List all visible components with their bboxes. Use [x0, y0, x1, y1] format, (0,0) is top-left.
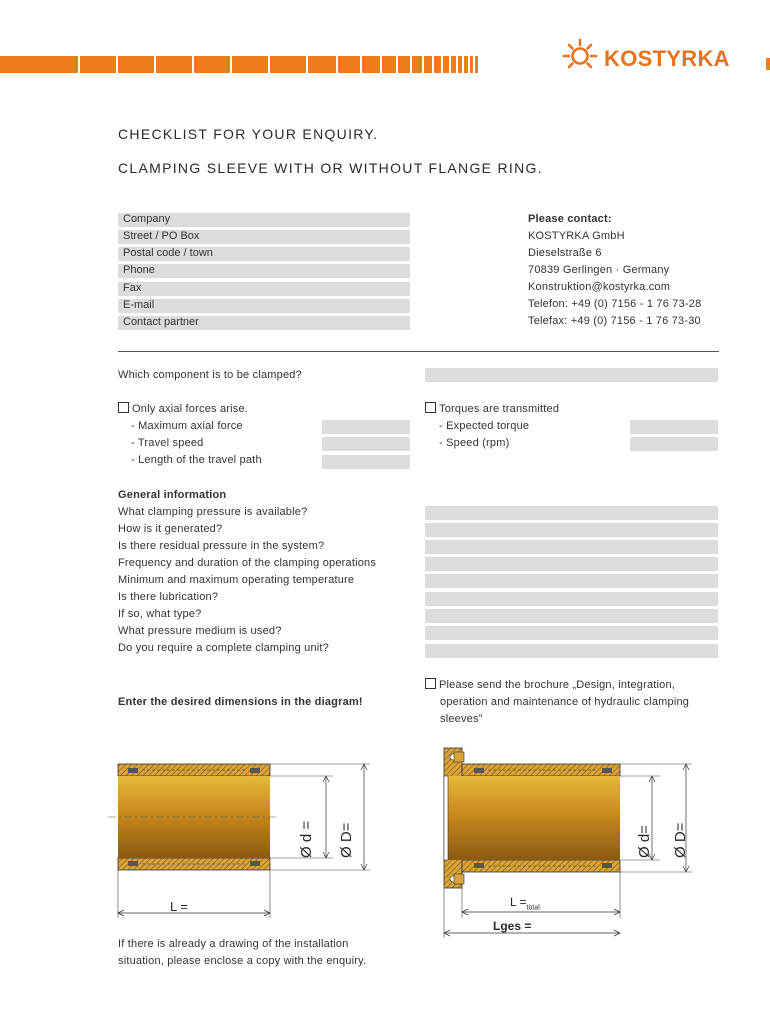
general-question: If so, what type?: [118, 608, 202, 620]
header-stripe: [0, 56, 480, 73]
torque-item: - Expected torque: [439, 420, 530, 432]
general-answer-field[interactable]: [425, 540, 718, 554]
general-answer-field[interactable]: [425, 592, 718, 606]
brochure-line: operation and maintenance of hydraulic clamping: [440, 696, 690, 708]
page-subtitle: CLAMPING SLEEVE WITH OR WITHOUT FLANGE RING.: [118, 160, 543, 176]
axial-label: Only axial forces arise.: [132, 403, 249, 415]
email-field[interactable]: [118, 299, 410, 313]
expected-torque-field[interactable]: [630, 420, 718, 434]
general-answer-field[interactable]: [425, 574, 718, 588]
torque-label: Torques are transmitted: [439, 403, 560, 415]
general-heading: General information: [118, 489, 227, 501]
speed-field[interactable]: [630, 437, 718, 451]
axial-item: - Maximum axial force: [131, 420, 243, 432]
field-label: E-mail: [123, 299, 155, 311]
contact-line: Dieselstraße 6: [528, 247, 602, 259]
brochure-option: [425, 677, 725, 728]
axial-item: - Travel speed: [131, 437, 204, 449]
fax-field[interactable]: [118, 282, 410, 296]
footer-line: situation, please enclose a copy with the enquiry.: [118, 955, 367, 967]
axial-item: - Length of the travel path: [131, 454, 262, 466]
footer-note: [118, 936, 366, 970]
general-answer-field[interactable]: [425, 557, 718, 571]
label-L-left: L =: [170, 899, 188, 914]
contact-heading: Please contact:: [528, 213, 612, 225]
general-question: Frequency and duration of the clamping operations: [118, 557, 377, 569]
component-field[interactable]: [425, 368, 718, 382]
brochure-line: sleeves”: [440, 713, 483, 725]
general-question: Do you require a complete clamping unit?: [118, 642, 330, 654]
dimensions-prompt: Enter the desired dimensions in the diagram!: [118, 696, 363, 708]
label-L-total: $L =_{total}$: [510, 895, 540, 912]
phone-field[interactable]: [118, 264, 410, 278]
contact-line: Telefon: +49 (0) 7156 - 1 76 73-28: [528, 298, 702, 310]
contact-block: [528, 211, 701, 330]
label-d-left: Ø d =: [298, 820, 315, 858]
travel-speed-field[interactable]: [322, 437, 410, 451]
field-label: Contact partner: [123, 316, 199, 328]
field-label: Company: [123, 213, 171, 225]
travel-length-field[interactable]: [322, 455, 410, 469]
edge-mark: [766, 58, 770, 70]
max-axial-force-field[interactable]: [322, 420, 410, 434]
general-question: What clamping pressure is available?: [118, 506, 308, 518]
field-label: Fax: [123, 282, 142, 294]
torque-item: - Speed (rpm): [439, 437, 510, 449]
brochure-checkbox[interactable]: [425, 678, 436, 689]
divider: [118, 351, 719, 352]
label-L-ges: Lges =: [493, 919, 532, 933]
component-question: Which component is to be clamped?: [118, 369, 302, 381]
contact-email: Konstruktion@kostyrka.com: [528, 281, 671, 293]
field-label: Postal code / town: [123, 247, 213, 259]
brand-name: KOSTYRKA: [604, 46, 730, 71]
field-label: Phone: [123, 264, 155, 276]
general-answer-field[interactable]: [425, 626, 718, 640]
general-answer-field[interactable]: [425, 506, 718, 520]
contact-line: Telefax: +49 (0) 7156 - 1 76 73-30: [528, 315, 701, 327]
label-d-right: Ø d=: [636, 825, 653, 858]
general-question: Is there lubrication?: [118, 591, 219, 603]
general-answer-field[interactable]: [425, 644, 718, 658]
contact-line: KOSTYRKA GmbH: [528, 230, 625, 242]
general-question: How is it generated?: [118, 523, 223, 535]
general-question: Is there residual pressure in the system?: [118, 540, 325, 552]
torque-items: [439, 418, 529, 452]
field-label: Street / PO Box: [123, 230, 200, 242]
general-section: [118, 487, 376, 657]
label-D-right: Ø D=: [672, 822, 689, 858]
axial-option: [118, 401, 248, 418]
contact-line: 70839 Gerlingen · Germany: [528, 264, 670, 276]
torque-option: [425, 401, 559, 418]
axial-items: [131, 418, 262, 469]
general-answer-field[interactable]: [425, 523, 718, 537]
general-question: Minimum and maximum operating temperature: [118, 574, 355, 586]
page-title: CHECKLIST FOR YOUR ENQUIRY.: [118, 126, 379, 142]
general-answer-field[interactable]: [425, 609, 718, 623]
brochure-line: Please send the brochure „Design, integration,: [439, 679, 676, 691]
general-question: What pressure medium is used?: [118, 625, 282, 637]
footer-line: If there is already a drawing of the installation: [118, 938, 349, 950]
label-D-left: Ø D=: [338, 822, 355, 858]
sun-logo-icon: [560, 36, 600, 76]
axial-checkbox[interactable]: [118, 402, 129, 413]
brand-logo: [560, 36, 730, 76]
torque-checkbox[interactable]: [425, 402, 436, 413]
